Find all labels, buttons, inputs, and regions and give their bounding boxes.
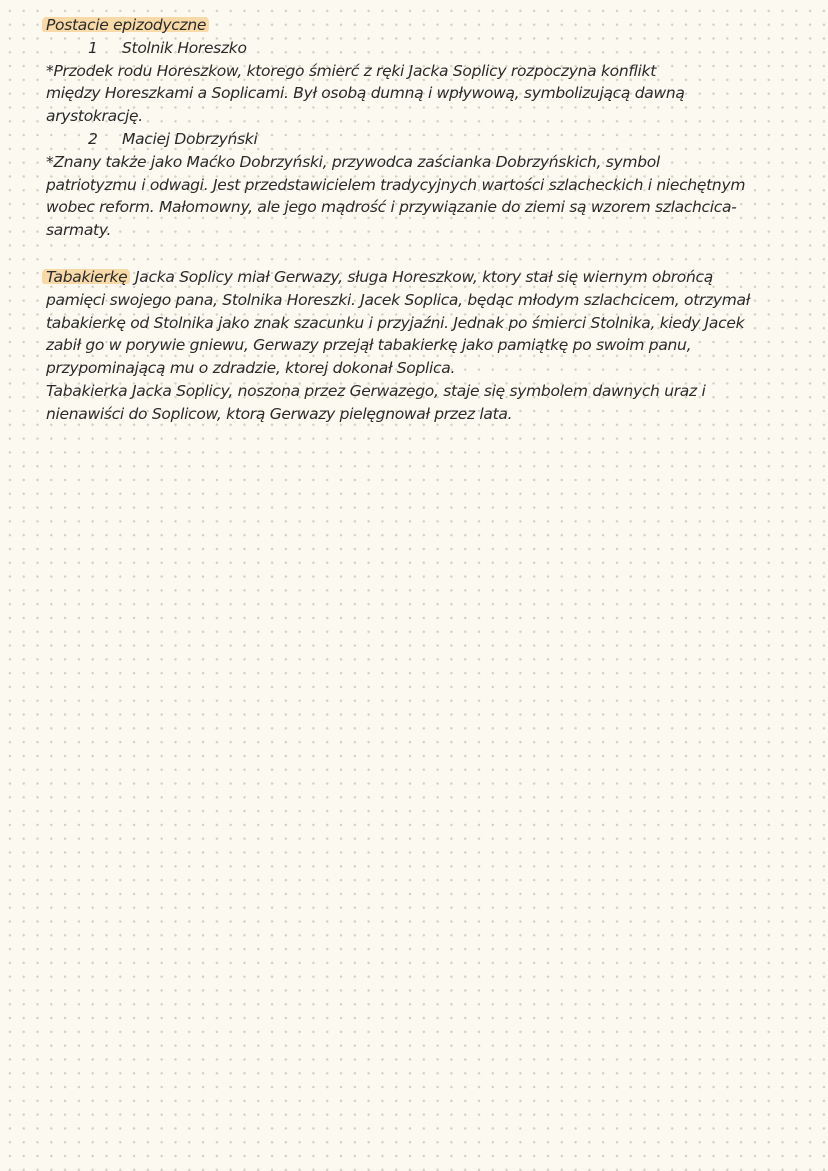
paragraph-gap bbox=[46, 242, 786, 266]
description-line: *Znany także jako Maćko Dobrzyński, przywodca zaścianka Dobrzyńskich, symbol bbox=[46, 152, 660, 171]
paragraph-line: tabakierkę od Stolnika jako znak szacunku i przyjaźni. Jednak po śmierci Stolnika, kiedy Jacek bbox=[46, 313, 745, 332]
paragraph-line: przypominającą mu o zdradzie, ktorej dokonał Soplica. bbox=[46, 359, 456, 378]
paragraph-line: zabił go w porywie gniewu, Gerwazy przejął tabakierkę jako pamiątkę po swoim panu, bbox=[46, 336, 692, 355]
description-line: między Horeszkami a Soplicami. Był osobą dumną i wpływową, symbolizującą dawną bbox=[46, 84, 685, 103]
item-number: 1 bbox=[88, 38, 98, 57]
item-heading-2 bbox=[46, 128, 786, 151]
note-page bbox=[46, 14, 786, 426]
item-name: Stolnik Horeszko bbox=[122, 38, 247, 57]
description-line: *Przodek rodu Horeszkow, ktorego śmierć z ręki Jacka Soplicy rozpoczyna konflikt bbox=[46, 61, 656, 80]
paragraph-line: nienawiści do Soplicow, ktorą Gerwazy pielęgnował przez lata. bbox=[46, 404, 513, 423]
description-line: wobec reform. Małomowny, ale jego mądrość i przywiązanie do ziemi są wzorem szlachcica- bbox=[46, 198, 737, 217]
item-number: 2 bbox=[88, 129, 98, 148]
section-title: Postacie epizodyczne bbox=[42, 16, 209, 34]
item-name: Maciej Dobrzyński bbox=[122, 129, 258, 148]
description-line: patriotyzmu i odwagi. Jest przedstawicielem tradycyjnych wartości szlacheckich i niechętnym bbox=[46, 175, 746, 194]
section-title-line bbox=[46, 14, 786, 37]
highlighted-word: Tabakierkę bbox=[42, 268, 130, 286]
paragraph-line: pamięci swojego pana, Stolnika Horeszki. Jacek Soplica, będąc młodym szlachcicem, otrzymał bbox=[46, 290, 750, 309]
paragraph-line: Tabakierka Jacka Soplicy, noszona przez Gerwazego, staje się symbolem dawnych uraz i bbox=[46, 381, 706, 400]
item-heading-1 bbox=[46, 37, 786, 60]
first-line-rest: Jacka Soplicy miał Gerwazy, sługa Horeszkow, ktory stał się wiernym obrońcą bbox=[130, 267, 713, 286]
paragraph-first-line bbox=[46, 266, 786, 289]
description-line: sarmaty. bbox=[46, 221, 112, 240]
description-line: arystokrację. bbox=[46, 107, 143, 126]
